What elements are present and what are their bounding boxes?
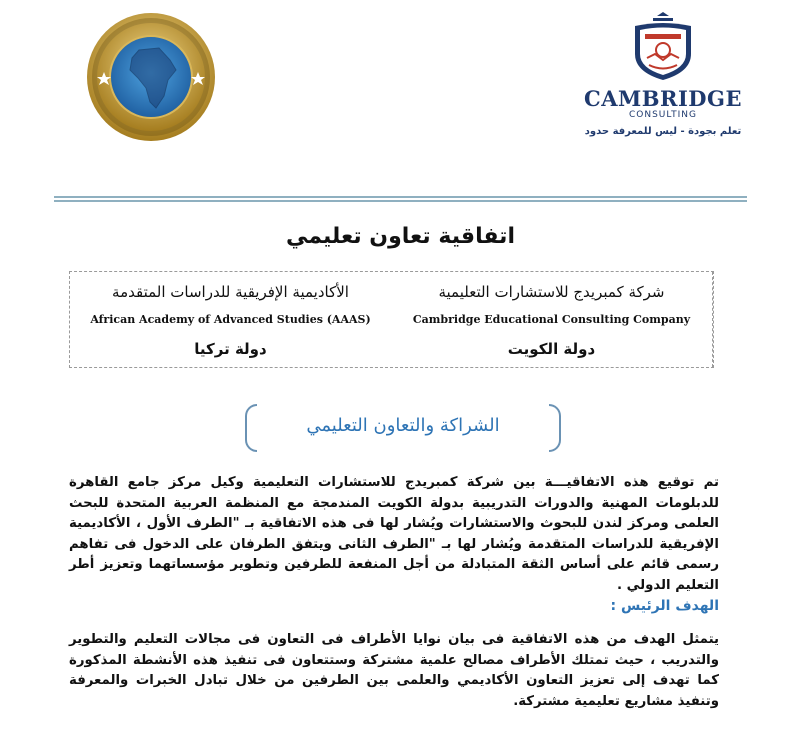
- parties-table: [69, 271, 714, 368]
- second-party-name-en: African Academy of Advanced Studies (AAAS): [90, 313, 371, 326]
- african-academy-seal-icon: [84, 10, 218, 144]
- header-rule-bottom: [54, 200, 747, 202]
- intro-paragraph: تم توقيع هذه الاتفاقيـــة بين شركة كمبريدج للاستشارات التعليمية وكيل مركز جامع القاهرة للدبلومات المهنية والدورات التدريبية بدولة الكويت المندمجة مع المنظمة العربية المتحدة للبحث العلمى ومركز لندن للبحوث والاستشارات ويُشار لها فى هذه الاتفاقية بـ "الطرف الأول ، الأكاديمية الإفريقية للدراسات المتقدمة ويُشار لها بـ "الطرف الثانى ويتفق الطرفان على الدخول فى تفاهم رسمى قائم على أساس الثقة المتبادلة من أجل المنفعة للطرفين وتطوير مؤسساتهما وتعزيز أطر التعليم الدولي .: [69, 475, 719, 593]
- document-title: اتفاقية تعاون تعليمي: [286, 224, 515, 249]
- goal-heading: الهدف الرئيس :: [610, 598, 719, 614]
- african-academy-logo: [84, 10, 218, 144]
- second-party-cell: [70, 272, 391, 367]
- second-party-country: دولة تركيا: [194, 340, 267, 358]
- header-rule-top: [54, 196, 747, 198]
- first-party-cell: [391, 272, 713, 367]
- section-banner: [245, 404, 561, 452]
- first-party-country: دولة الكويت: [507, 340, 596, 358]
- consulting-wordmark: CONSULTING: [628, 110, 698, 120]
- cambridge-wordmark: CAMBRIDGE: [584, 86, 742, 111]
- cambridge-tagline: تعلم بجودة - ليس للمعرفة حدود: [584, 126, 742, 137]
- cambridge-crest-icon: [583, 10, 743, 82]
- second-party-name-ar: الأكاديمية الإفريقية للدراسات المتقدمة: [112, 283, 349, 301]
- goal-paragraph: يتمثل الهدف من هذه الاتفاقية فى بيان نوايا الأطراف فى التعاون فى مجالات التعليم والتطوير والتدريب ، حيث تمتلك الأطراف مصالح علمية مشتركة وستتعاون فى تنفيذ هذه الأنشطة المذكورة كما تهدف إلى تعزيز التعاون الأكاديمي والعلمى بين الطرفين من خلال تبادل الخبرات والمعرفة وتنفيذ مشاريع تعليمية مشتركة.: [69, 632, 719, 709]
- first-party-name-en: Cambridge Educational Consulting Company: [412, 313, 691, 326]
- section-banner-title: الشراكة والتعاون التعليمي: [306, 415, 500, 436]
- cambridge-consulting-logo: [583, 10, 743, 142]
- first-party-name-ar: شركة كمبريدج للاستشارات التعليمية: [438, 283, 665, 301]
